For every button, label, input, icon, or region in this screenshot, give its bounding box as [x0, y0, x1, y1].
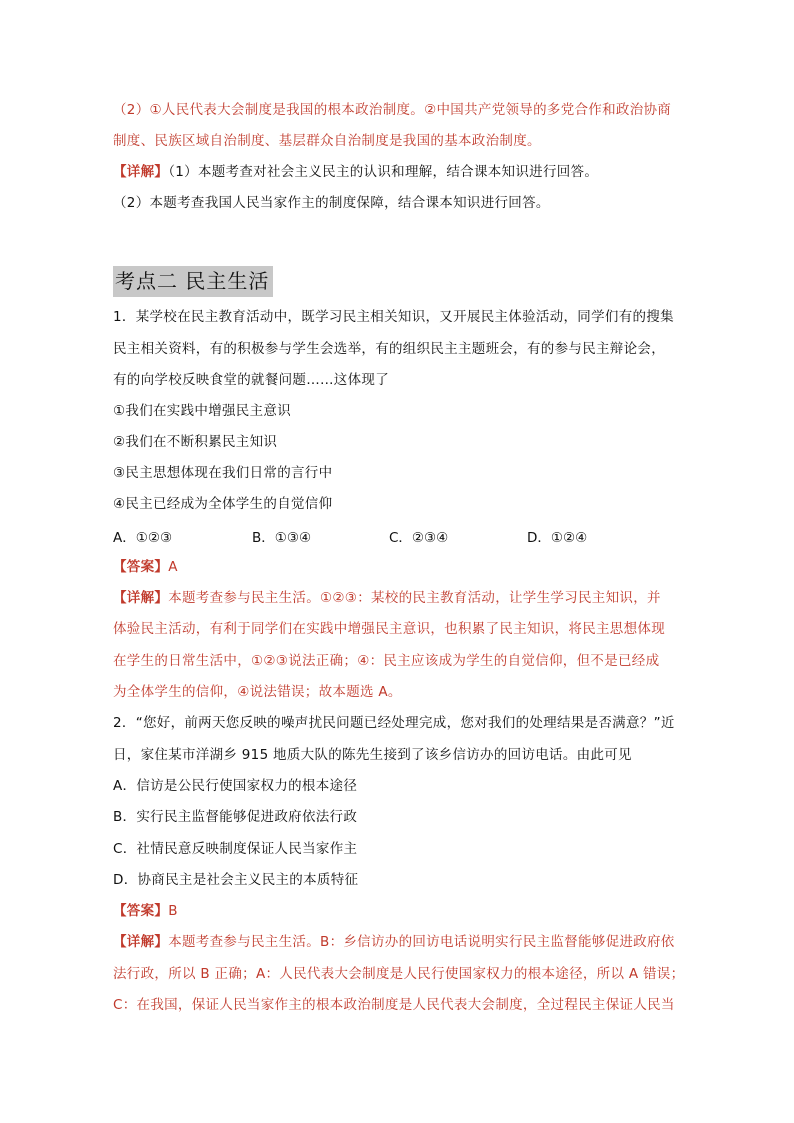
prev-detail-text-1: （1）本题考查对社会主义民主的认识和理解，结合课本知识进行回答。	[168, 164, 599, 180]
q2-detail-text-1: 本题考查参与民主生活。B：乡信访办的回访电话说明实行民主监督能够促进政府依	[168, 934, 675, 950]
q1-statement-2: ②我们在不断积累民主知识	[113, 434, 278, 450]
answer-tag: 【答案】	[113, 559, 169, 575]
q1-answer-value: A	[168, 559, 178, 575]
q2-option-b: B．实行民主监督能够促进政府依法行政	[113, 809, 358, 825]
q2-stem-line-2: 日，家住某市洋湖乡 915 地质大队的陈先生接到了该乡信访办的回访电话。由此可见	[113, 747, 632, 763]
q1-detail-line-3: 在学生的日常生活中，①②③说法正确；④：民主应该成为学生的自觉信仰，但不是已经成	[113, 653, 660, 669]
q1-statement-4: ④民主已经成为全体学生的自觉信仰	[113, 496, 333, 512]
q1-detail-text-1: 本题考查参与民主生活。①②③：某校的民主教育活动，让学生学习民主知识，并	[168, 590, 661, 606]
q1-options	[113, 526, 685, 546]
q1-statement-3: ③民主思想体现在我们日常的言行中	[113, 465, 333, 481]
prev-answer-line-2: 制度、民族区域自治制度、基层群众自治制度是我国的基本政治制度。	[113, 133, 541, 149]
q1-statement-1: ①我们在实践中增强民主意识	[113, 403, 292, 419]
q1-stem-line-2: 民主相关资料，有的积极参与学生会选举，有的组织民主主题班会，有的参与民主辩论会，	[113, 341, 665, 357]
q1-stem-line-3: 有的向学校反映食堂的就餐问题……这体现了	[113, 372, 389, 388]
detail-tag: 【详解】	[113, 934, 169, 950]
section-heading: 考点二 民主生活	[113, 266, 273, 297]
prev-detail-line-1	[113, 162, 685, 182]
q2-option-a: A．信访是公民行使国家权力的根本途径	[113, 778, 358, 794]
q2-answer-value: B	[168, 903, 178, 919]
detail-tag: 【详解】	[113, 164, 169, 180]
q1-answer	[113, 557, 685, 577]
q1-option-b: B．①③④	[252, 530, 312, 546]
q2-answer	[113, 901, 685, 921]
q1-option-a: A．①②③	[113, 530, 173, 546]
q2-option-d: D．协商民主是社会主义民主的本质特征	[113, 872, 359, 888]
q1-detail-line-2: 体验民主活动，有利于同学们在实践中增强民主意识，也积累了民主知识，将民主思想体现	[113, 621, 665, 637]
q1-detail-line-4: 为全体学生的信仰，④说法错误；故本题选 A。	[113, 684, 402, 700]
q1-stem-line-1: 1．某学校在民主教育活动中，既学习民主相关知识，又开展民主体验活动，同学们有的搜集	[113, 309, 674, 325]
q2-stem-line-1: 2．“您好，前两天您反映的噪声扰民问题已经处理完成，您对我们的处理结果是否满意？”近	[113, 715, 675, 731]
prev-answer-line-1: （2）①人民代表大会制度是我国的根本政治制度。②中国共产党领导的多党合作和政治协商	[113, 102, 672, 118]
q1-option-d: D．①②④	[527, 530, 588, 546]
q2-detail-line-1	[113, 932, 685, 952]
q2-option-c: C．社情民意反映制度保证人民当家作主	[113, 841, 358, 857]
q2-detail-line-2: 法行政，所以 B 正确；A：人民代表大会制度是人民行使国家权力的根本途径，所以 A 错误；	[113, 966, 685, 982]
prev-detail-line-2: （2）本题考查我国人民当家作主的制度保障，结合课本知识进行回答。	[113, 195, 550, 211]
answer-tag: 【答案】	[113, 903, 169, 919]
q1-option-c: C．②③④	[389, 530, 449, 546]
detail-tag: 【详解】	[113, 590, 169, 606]
q1-detail-line-1	[113, 588, 685, 608]
q2-detail-line-3: C：在我国，保证人民当家作主的根本政治制度是人民代表大会制度，全过程民主保证人民当	[113, 997, 675, 1013]
